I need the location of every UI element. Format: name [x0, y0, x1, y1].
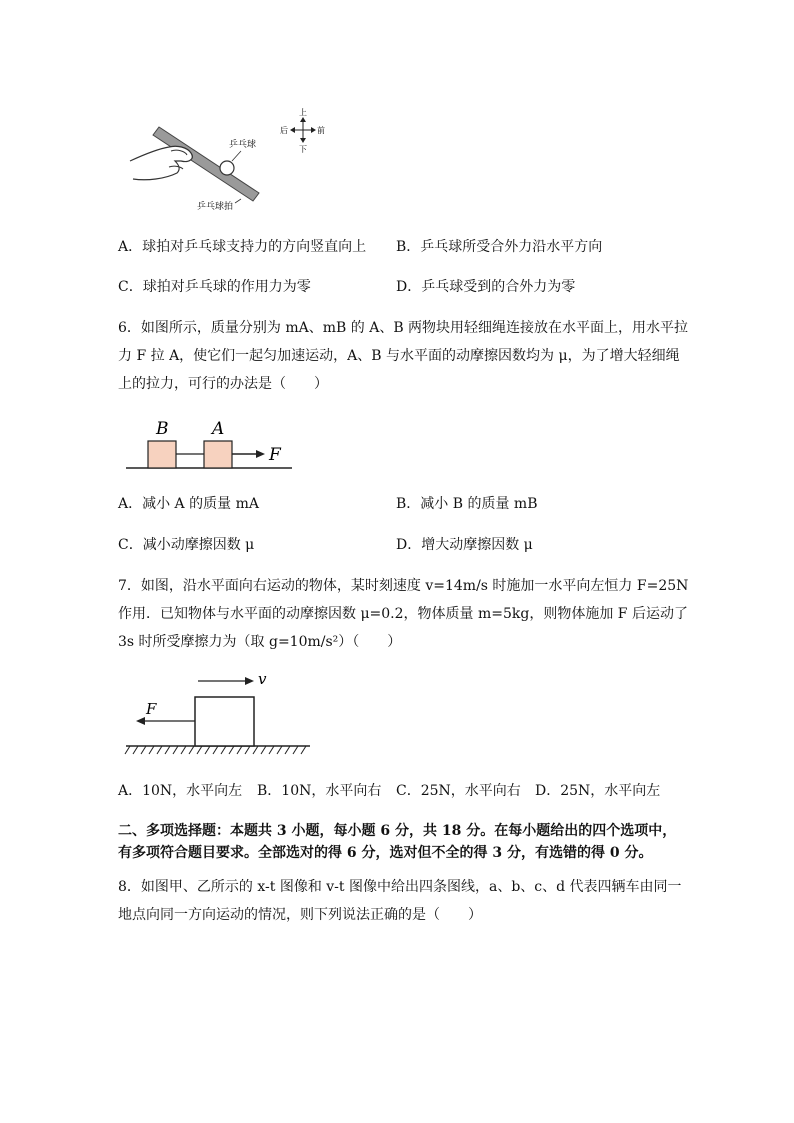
q6-stem-line2: 力 F 拉 A，使它们一起匀加速运动，A、B 与水平面的动摩擦因数均为 μ，为了增大轻细绳	[118, 348, 680, 364]
figure-paddle	[125, 105, 350, 215]
block-b	[148, 441, 176, 468]
ground-hatching	[125, 746, 306, 754]
section2-heading-line2: 有多项符合题目要求。全部选对的得 6 分，选对但不全的得 3 分，有选错的得 0 分。	[118, 845, 653, 861]
block-a	[204, 441, 232, 468]
q7-option-a: A．10N，水平向左	[118, 783, 243, 799]
q7-stem-line2: 作用．已知物体与水平面的动摩擦因数 μ=0.2，物体质量 m=5kg，则物体施加 F 后运动了	[118, 606, 688, 622]
q7-option-d: D．25N，水平向左	[535, 783, 661, 799]
q6-option-a: A．减小 A 的质量 mA	[118, 496, 259, 512]
label-v: v	[258, 670, 267, 688]
q5-option-d: D．乒乓球受到的合外力为零	[396, 279, 576, 295]
q7-stem-line1: 7．如图，沿水平面向右运动的物体，某时刻速度 v=14m/s 时施加一水平向左恒力 F=25N	[118, 578, 689, 594]
label-f: F	[146, 700, 157, 718]
q7-option-c: C．25N，水平向右	[396, 783, 521, 799]
q7-option-b: B．10N，水平向右	[257, 783, 382, 799]
q7-stem-line3: 3s 时所受摩擦力为（取 g=10m/s²）（ ）	[118, 634, 402, 650]
figure-block-on-ground	[122, 668, 317, 760]
paddle-label: 乒乓球拍	[197, 202, 234, 212]
q6-option-b: B．减小 B 的质量 mB	[396, 496, 538, 512]
dir-up-label: 上	[299, 108, 307, 117]
label-a: A	[212, 419, 225, 439]
q6-stem-line1: 6．如图所示，质量分别为 mA、mB 的 A、B 两物块用轻细绳连接放在水平面上，用水平拉	[118, 320, 689, 336]
dir-down-label: 下	[299, 145, 307, 154]
figure-blocks-ab	[122, 412, 297, 474]
dir-back-label: 后	[280, 126, 288, 135]
q5-option-b: B．乒乓球所受合外力沿水平方向	[396, 239, 603, 255]
direction-compass	[280, 107, 325, 154]
section2-heading-line1: 二、多项选择题：本题共 3 小题，每小题 6 分，共 18 分。在每小题给出的四个选项中，	[118, 823, 677, 839]
ball-label: 乒乓球	[229, 140, 257, 150]
q8-stem-line1: 8．如图甲、乙所示的 x-t 图像和 v-t 图像中给出四条图线，a、b、c、d 代表四辆车由同一	[118, 879, 682, 895]
q8-stem-line2: 地点向同一方向运动的情况，则下列说法正确的是（ ）	[118, 907, 482, 923]
q6-option-c: C．减小动摩擦因数 μ	[118, 537, 255, 553]
q6-stem-line3: 上的拉力，可行的办法是（ ）	[118, 376, 328, 392]
ball-shape	[220, 161, 234, 175]
label-f: F	[269, 445, 281, 465]
q5-option-a: A．球拍对乒乓球支持力的方向竖直向上	[118, 239, 367, 255]
q6-option-d: D．增大动摩擦因数 μ	[396, 537, 533, 553]
moving-block	[195, 697, 254, 746]
label-b: B	[156, 419, 169, 439]
dir-front-label: 前	[317, 126, 325, 135]
q5-option-c: C．球拍对乒乓球的作用力为零	[118, 279, 311, 295]
